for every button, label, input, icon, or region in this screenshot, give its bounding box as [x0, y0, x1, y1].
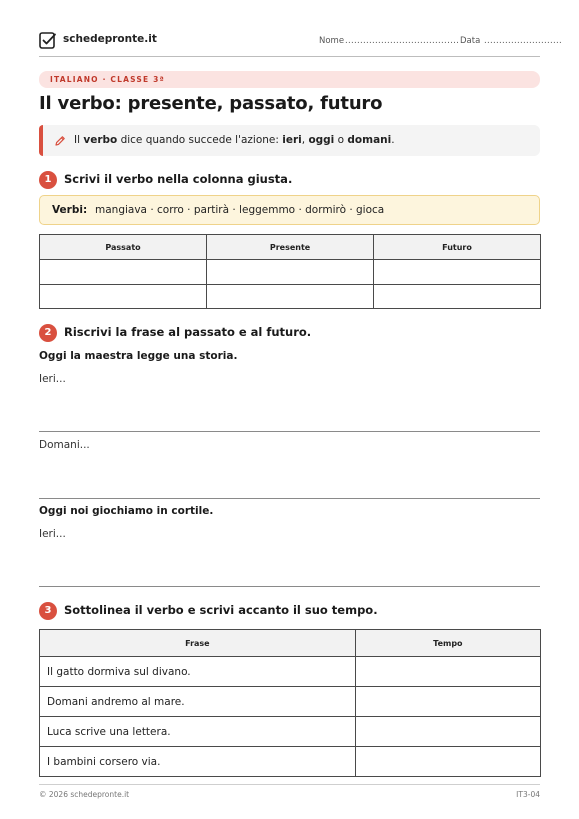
section-2-title: Riscrivi la frase al passato e al futuro.	[64, 325, 312, 339]
footer-divider	[39, 784, 540, 785]
answer-cell[interactable]	[374, 260, 541, 285]
answer-cell[interactable]	[40, 260, 207, 285]
page-title: Il verbo: presente, passato, futuro	[39, 93, 383, 114]
brand-name: schedepronte.it	[63, 33, 157, 45]
tip-accent-bar	[39, 125, 43, 156]
sentence-1: Oggi la maestra legge una storia.	[39, 350, 238, 362]
verbs-box	[39, 195, 540, 225]
section-1-title: Scrivi il verbo nella colonna giusta.	[64, 172, 293, 186]
table-row: Domani andremo al mare.	[40, 687, 356, 717]
section-3-title: Sottolinea il verbo e scrivi accanto il suo tempo.	[64, 603, 378, 617]
pencil-icon	[54, 135, 66, 147]
sentence-tense-table	[39, 629, 541, 777]
tense-answer-cell[interactable]	[355, 687, 540, 717]
answer-cell[interactable]	[207, 285, 374, 309]
verbs-label: Verbi:	[52, 204, 88, 216]
column-presente: Presente	[207, 235, 374, 260]
table-row: Il gatto dormiva sul divano.	[40, 657, 356, 687]
answer-cell[interactable]	[40, 285, 207, 309]
name-field[interactable]: ......................................	[345, 36, 460, 46]
name-label: Nome	[319, 36, 345, 46]
tense-table	[39, 234, 541, 309]
column-tempo: Tempo	[355, 630, 540, 657]
tense-answer-cell[interactable]	[355, 657, 540, 687]
checklist-logo-icon	[39, 31, 57, 49]
table-row: Luca scrive una lettera.	[40, 717, 356, 747]
tense-answer-cell[interactable]	[355, 717, 540, 747]
table-row: I bambini corsero via.	[40, 747, 356, 777]
column-frase: Frase	[40, 630, 356, 657]
prompt-domani-1: Domani...	[39, 439, 90, 451]
writing-line[interactable]	[39, 498, 540, 499]
column-futuro: Futuro	[374, 235, 541, 260]
answer-cell[interactable]	[207, 260, 374, 285]
writing-line[interactable]	[39, 586, 540, 587]
subject-tag-label: ITALIANO · CLASSE 3ª	[50, 75, 165, 84]
section-3-number: 3	[39, 602, 57, 620]
subject-tag	[39, 71, 540, 88]
date-label: Data	[460, 36, 481, 46]
header-divider	[39, 56, 540, 57]
prompt-ieri-1: Ieri...	[39, 373, 66, 385]
verbs-list: mangiava · corro · partirà · leggemmo · dormirò · gioca	[95, 204, 385, 216]
sentence-2: Oggi noi giochiamo in cortile.	[39, 505, 214, 517]
tense-answer-cell[interactable]	[355, 747, 540, 777]
date-field[interactable]: ..........................	[484, 36, 563, 46]
section-1-number: 1	[39, 171, 57, 189]
answer-cell[interactable]	[374, 285, 541, 309]
footer-copyright: © 2026 schedepronte.it	[39, 790, 130, 799]
prompt-ieri-2: Ieri...	[39, 528, 66, 540]
tip-text: Il verbo dice quando succede l'azione: ieri, oggi o domani.	[74, 134, 395, 146]
writing-line[interactable]	[39, 431, 540, 432]
section-2-number: 2	[39, 324, 57, 342]
tip-box	[39, 125, 540, 156]
column-passato: Passato	[40, 235, 207, 260]
footer-code: IT3-04	[516, 790, 540, 799]
